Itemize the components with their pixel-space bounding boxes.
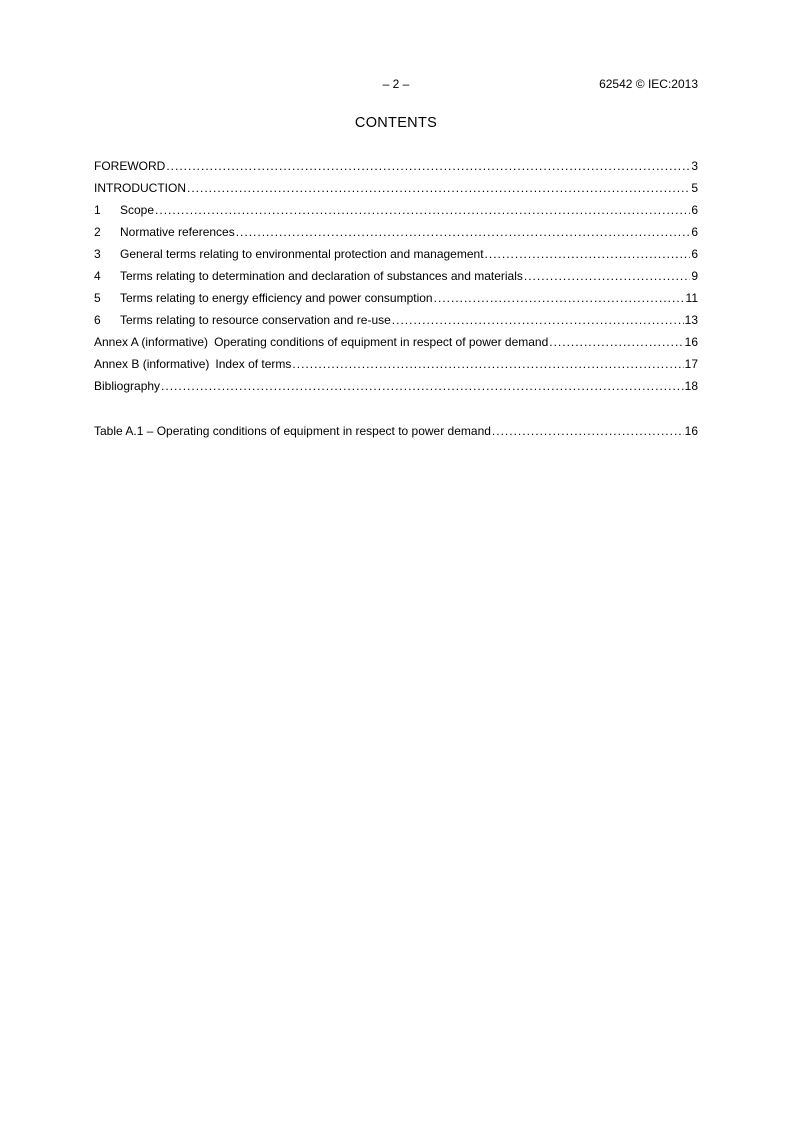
toc-annex-label: Annex B (informative)	[94, 357, 210, 371]
toc-entry-title: Terms relating to determination and declaration of substances and materials	[120, 269, 523, 283]
toc-page-number: 3	[691, 159, 698, 173]
toc-page-number: 16	[684, 424, 698, 438]
toc-entry-table-a1[interactable]	[94, 420, 698, 442]
toc-entry-annex-b[interactable]	[94, 353, 698, 375]
dot-leader	[155, 199, 690, 221]
contents-heading: CONTENTS	[354, 115, 438, 131]
toc-entry-title: Bibliography	[94, 379, 161, 393]
toc-entry-title: Normative references	[120, 225, 235, 239]
toc-section-number: 2	[94, 225, 101, 239]
dot-leader	[392, 309, 684, 331]
toc-section-number: 4	[94, 269, 101, 283]
dot-leader	[485, 243, 691, 265]
toc-page-number: 16	[684, 335, 698, 349]
toc-page-number: 6	[691, 203, 698, 217]
toc-entry-title: Terms relating to resource conservation and re-use	[120, 313, 391, 327]
list-of-tables	[94, 420, 698, 442]
toc-section-number: 6	[94, 313, 101, 327]
toc-section-number: 3	[94, 247, 101, 261]
toc-entry-title: FOREWORD	[94, 159, 166, 173]
toc-entry-substances-materials[interactable]	[94, 265, 698, 287]
toc-page-number: 18	[684, 379, 698, 393]
document-reference: 62542 © IEC:2013	[599, 77, 698, 91]
toc-page-number: 17	[684, 357, 698, 371]
toc-page-number: 9	[691, 269, 698, 283]
dot-leader	[236, 221, 691, 243]
toc-entry-bibliography[interactable]	[94, 375, 698, 397]
toc-entry-normative-references[interactable]	[94, 221, 698, 243]
toc-entry-energy-efficiency[interactable]	[94, 287, 698, 309]
toc-section-number: 5	[94, 291, 101, 305]
dot-leader	[549, 331, 683, 353]
toc-entry-introduction[interactable]	[94, 177, 698, 199]
toc-page-number: 13	[684, 313, 698, 327]
page-header	[94, 76, 698, 92]
toc-entry-title: INTRODUCTION	[94, 181, 186, 195]
dot-leader	[161, 375, 684, 397]
toc-entry-scope[interactable]	[94, 199, 698, 221]
toc-entry-title: Index of terms	[215, 357, 292, 371]
toc-entry-title: General terms relating to environmental protection and management	[120, 247, 484, 261]
dot-leader	[492, 420, 684, 442]
dot-leader	[434, 287, 685, 309]
table-of-contents	[94, 155, 698, 397]
toc-page-number: 11	[685, 291, 698, 305]
toc-entry-title: Table A.1 – Operating conditions of equipment in respect to power demand	[94, 424, 491, 438]
toc-entry-title: Scope	[120, 203, 155, 217]
toc-annex-label: Annex A (informative)	[94, 335, 209, 349]
toc-page-number: 6	[691, 225, 698, 239]
toc-entry-foreword[interactable]	[94, 155, 698, 177]
dot-leader	[187, 177, 690, 199]
dot-leader	[524, 265, 690, 287]
toc-entry-title: Operating conditions of equipment in respect of power demand	[214, 335, 549, 349]
toc-page-number: 5	[691, 181, 698, 195]
toc-entry-title: Terms relating to energy efficiency and power consumption	[120, 291, 433, 305]
dot-leader	[292, 353, 683, 375]
dot-leader	[166, 155, 690, 177]
toc-entry-resource-conservation[interactable]	[94, 309, 698, 331]
toc-section-number: 1	[94, 203, 101, 217]
page-number: – 2 –	[382, 77, 410, 91]
toc-entry-general-terms[interactable]	[94, 243, 698, 265]
toc-page-number: 6	[691, 247, 698, 261]
toc-entry-annex-a[interactable]	[94, 331, 698, 353]
